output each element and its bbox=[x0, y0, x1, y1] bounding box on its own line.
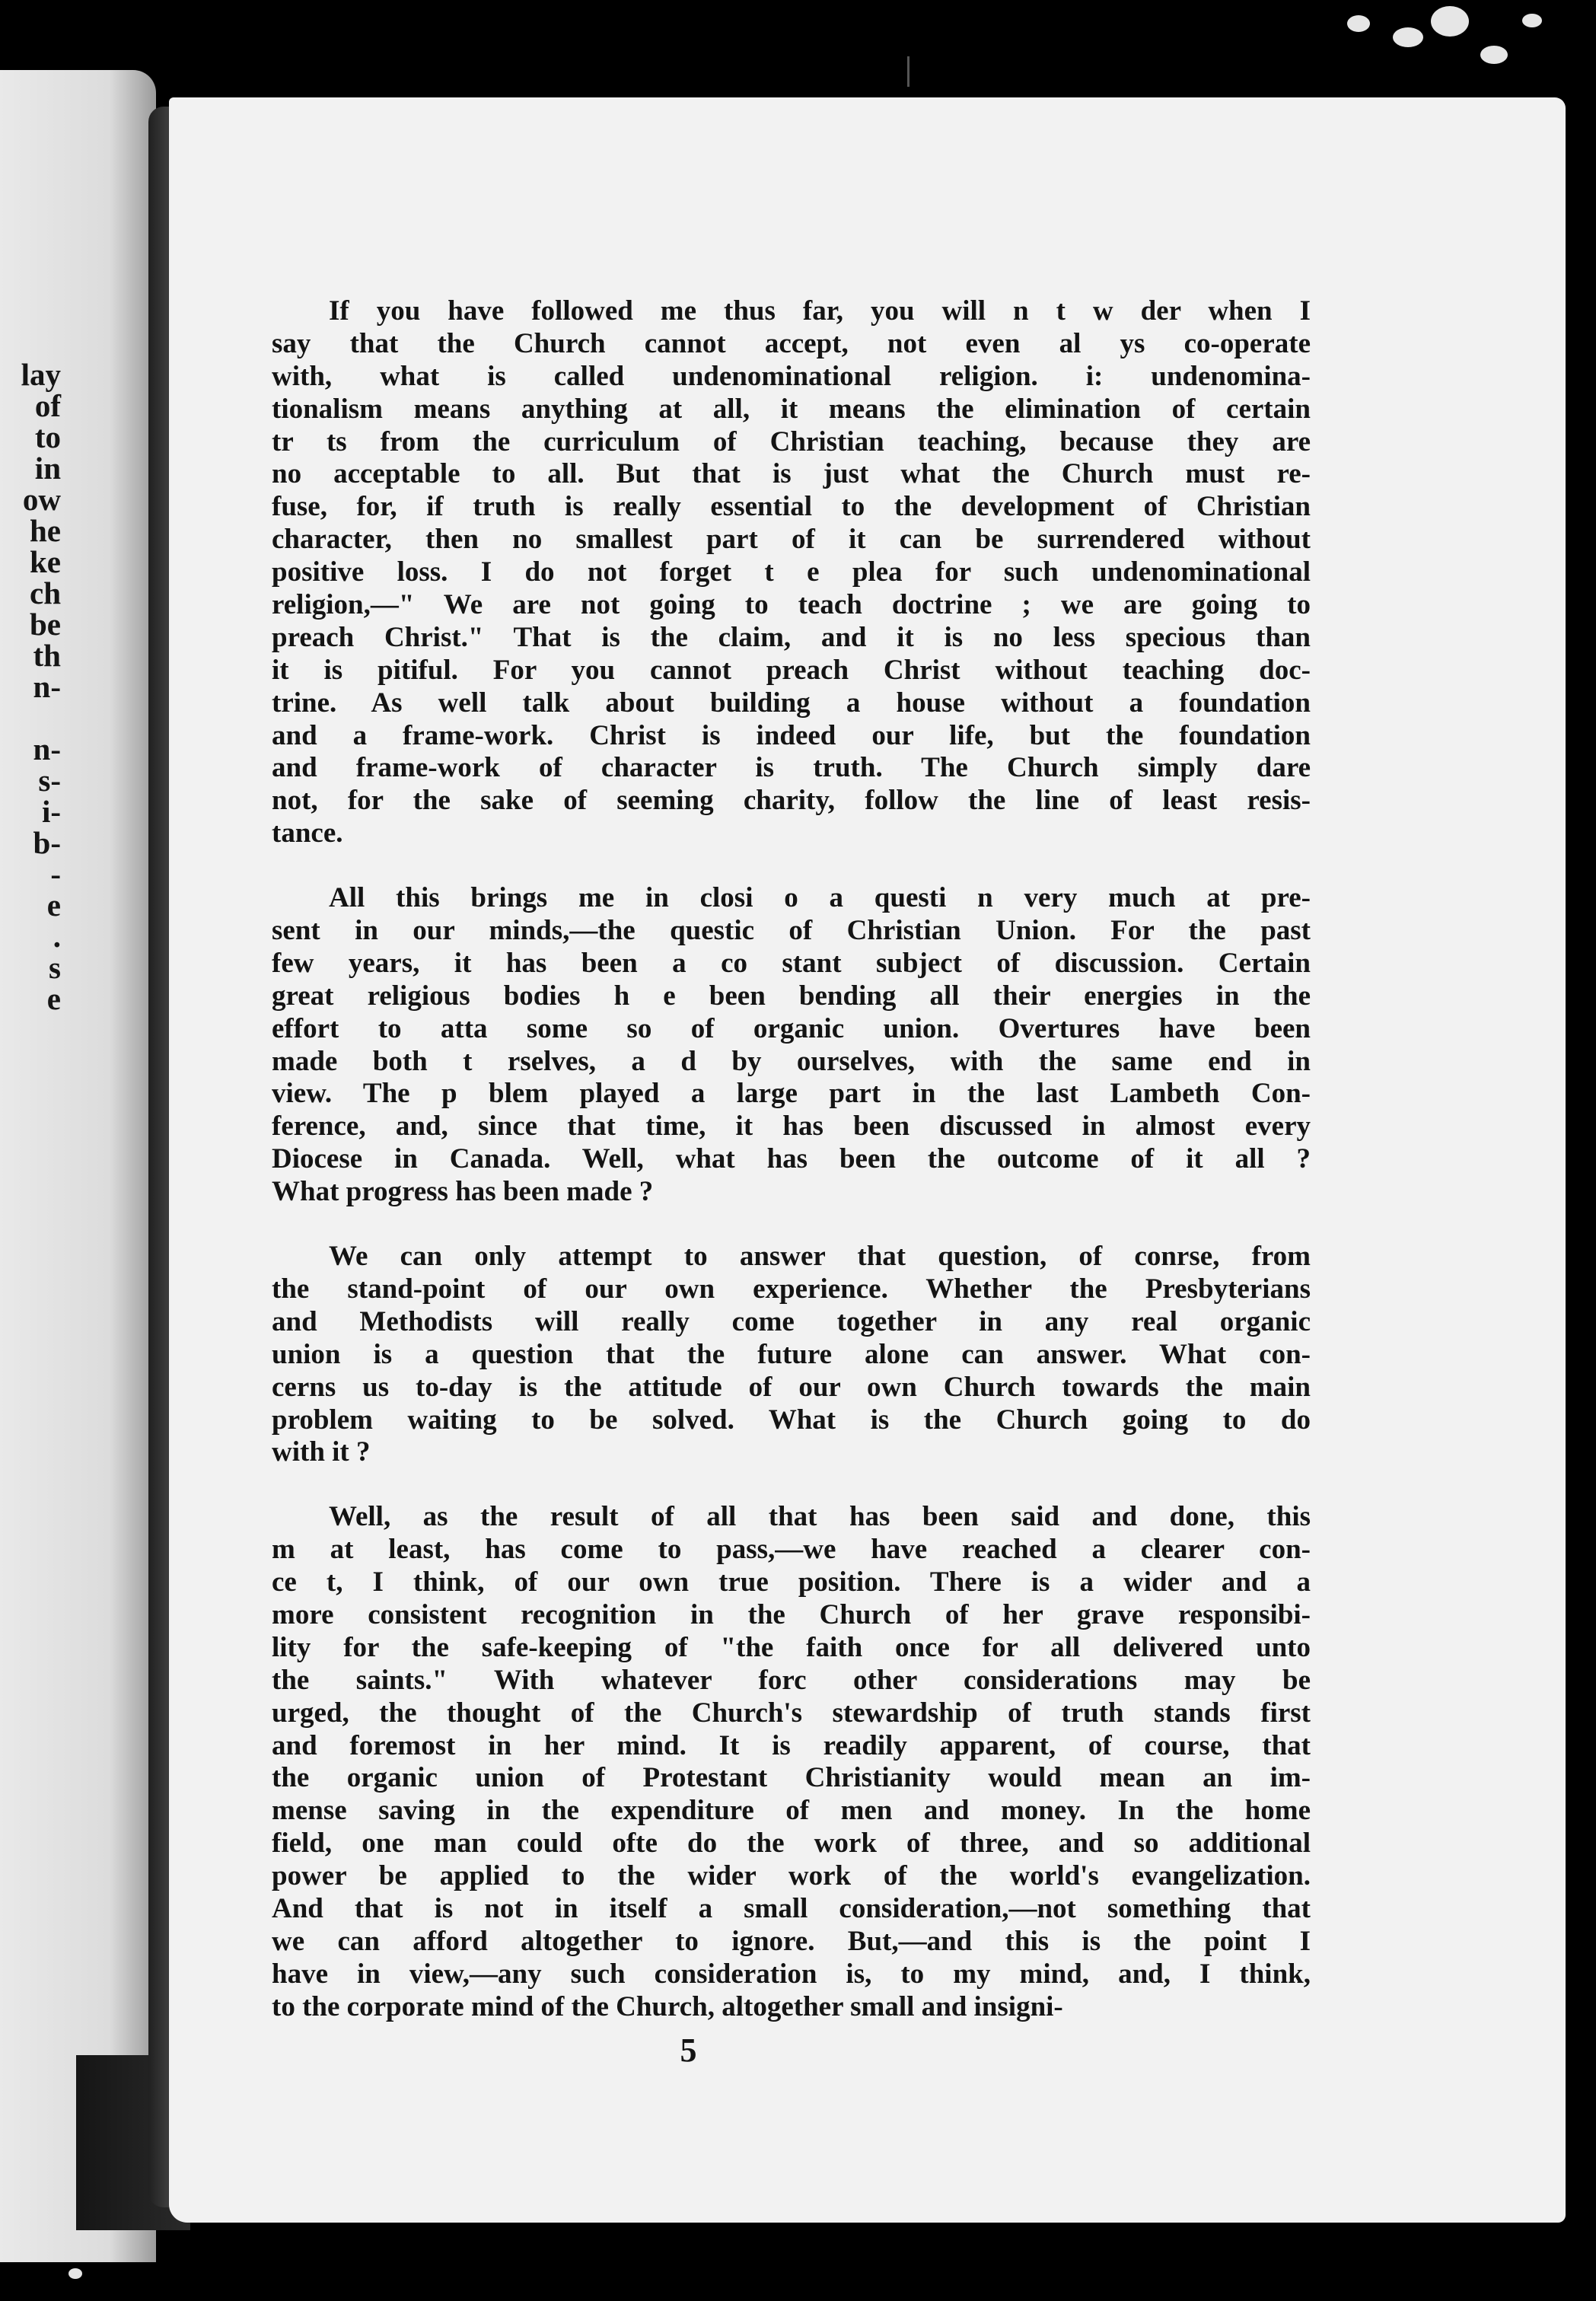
left-fragment: - bbox=[50, 856, 61, 891]
left-fragment: in bbox=[34, 451, 61, 486]
film-speck bbox=[1480, 46, 1508, 64]
text-line: with, what is called undenominational religion. i: undenomina- bbox=[272, 360, 1311, 392]
film-speck bbox=[1347, 15, 1370, 32]
page-number: 5 bbox=[680, 2032, 697, 2069]
text-line: effort to atta some so of organic union. Overtures have been bbox=[272, 1012, 1311, 1044]
text-line: cerns us to-day is the attitude of our own Church towards the main bbox=[272, 1371, 1311, 1403]
paragraph bbox=[272, 295, 1311, 850]
text-line: power be applied to the wider work of the world's evangelization. bbox=[272, 1860, 1311, 1892]
text-line: Well, as the result of all that has been said and done, this bbox=[329, 1501, 1311, 1533]
text-line: more consistent recognition in the Church of her grave responsibi- bbox=[272, 1598, 1311, 1630]
text-line: religion,—" We are not going to teach doctrine ; we are going to bbox=[272, 589, 1311, 621]
text-line: union is a question that the future alone can answer. What con- bbox=[272, 1338, 1311, 1370]
text-line: great religious bodies h e been bending all their energies in the bbox=[272, 980, 1311, 1012]
text-line: m at least, has come to pass,—we have reached a clearer con- bbox=[272, 1534, 1311, 1566]
paragraph-gap bbox=[272, 1209, 1311, 1241]
text-line: and foremost in her mind. It is readily apparent, of course, that bbox=[272, 1729, 1311, 1761]
text-line: it is pitiful. For you cannot preach Christ without teaching doc- bbox=[272, 654, 1311, 686]
text-line: have in view,—any such consideration is, to my mind, and, I think, bbox=[272, 1958, 1311, 1990]
left-fragment: lay bbox=[21, 357, 61, 392]
text-line: trine. As well talk about building a house without a foundation bbox=[272, 687, 1311, 719]
text-line: not, for the sake of seeming charity, follow the line of least resis- bbox=[272, 785, 1311, 817]
text-line: made both t rselves, a d by ourselves, with the same end in bbox=[272, 1045, 1311, 1077]
text-line: fuse, for, if truth is really essential to the development of Christian bbox=[272, 491, 1311, 523]
text-line: lity for the safe-keeping of "the faith once for all delivered unto bbox=[272, 1631, 1311, 1663]
film-speck bbox=[68, 2268, 82, 2279]
text-line: tionalism means anything at all, it means the elimination of certain bbox=[272, 393, 1311, 425]
text-line: and a frame-work. Christ is indeed our life, but the foundation bbox=[272, 719, 1311, 751]
text-line: say that the Church cannot accept, not even al ys co-operate bbox=[272, 327, 1311, 359]
left-fragment: n- bbox=[33, 669, 61, 704]
left-fragment: s bbox=[49, 950, 61, 985]
text-line: positive loss. I do not forget t e plea for such undenominational bbox=[272, 556, 1311, 588]
text-line: view. The p blem played a large part in the last Lambeth Con- bbox=[272, 1078, 1311, 1110]
text-line: no acceptable to all. But that is just what the Church must re- bbox=[272, 458, 1311, 490]
text-line: with it ? bbox=[272, 1436, 371, 1468]
text-line: problem waiting to be solved. What is the Church going to do bbox=[272, 1404, 1311, 1436]
text-line: character, then no smallest part of it can be surrendered without bbox=[272, 524, 1311, 556]
paragraph-gap bbox=[272, 850, 1311, 882]
text-line: tr ts from the curriculum of Christian teaching, because they are bbox=[272, 425, 1311, 457]
film-speck bbox=[1393, 27, 1423, 47]
text-line: field, one man could ofte do the work of three, and so additional bbox=[272, 1828, 1311, 1860]
text-line: ference, and, since that time, it has been discussed in almost every bbox=[272, 1111, 1311, 1143]
text-line: sent in our minds,—the questic of Christian Union. For the past bbox=[272, 915, 1311, 947]
body-text bbox=[272, 295, 1311, 2024]
text-line: the stand-point of our own experience. Whether the Presbyterians bbox=[272, 1273, 1311, 1305]
text-line: tance. bbox=[272, 817, 343, 849]
text-line: ce t, I think, of our own true position. There is a wider and a bbox=[272, 1566, 1311, 1598]
text-line: and Methodists will really come together in any real organic bbox=[272, 1305, 1311, 1337]
paragraph bbox=[272, 1501, 1311, 2023]
left-fragment: e bbox=[46, 888, 61, 923]
left-page-text-fragments bbox=[0, 359, 61, 1015]
text-line: And that is not in itself a small consideration,—not something that bbox=[272, 1892, 1311, 1924]
left-fragment: e bbox=[46, 981, 61, 1016]
text-line: the saints." With whatever forc other considerations may be bbox=[272, 1664, 1311, 1696]
paragraph-gap bbox=[272, 1469, 1311, 1501]
text-line: preach Christ." That is the claim, and it is no less specious than bbox=[272, 621, 1311, 653]
left-fragment: be bbox=[30, 607, 61, 642]
left-fragment: i- bbox=[41, 794, 61, 829]
text-line: we can afford altogether to ignore. But,—and this is the point I bbox=[272, 1925, 1311, 1957]
paragraph bbox=[272, 1241, 1311, 1469]
left-facing-page bbox=[0, 70, 156, 2262]
text-line: few years, it has been a co stant subject of discussion. Certain bbox=[272, 947, 1311, 979]
film-scratch bbox=[907, 56, 909, 87]
text-line: the organic union of Protestant Christianity would mean an im- bbox=[272, 1762, 1311, 1794]
text-line: and frame-work of character is truth. The Church simply dare bbox=[272, 752, 1311, 784]
left-fragment: th bbox=[33, 638, 61, 673]
text-line: mense saving in the expenditure of men and money. In the home bbox=[272, 1795, 1311, 1827]
left-fragment bbox=[0, 703, 61, 734]
text-line: All this brings me in closi o a questi n very much at pre- bbox=[329, 882, 1311, 914]
film-speck bbox=[1522, 14, 1542, 27]
text-line: We can only attempt to answer that question, of conrse, from bbox=[329, 1241, 1311, 1273]
paragraph bbox=[272, 882, 1311, 1209]
left-fragment: b- bbox=[33, 825, 61, 860]
right-page bbox=[169, 97, 1566, 2223]
text-line: urged, the thought of the Church's stewardship of truth stands first bbox=[272, 1697, 1311, 1729]
left-fragment: ch bbox=[30, 575, 61, 610]
text-line: What progress has been made ? bbox=[272, 1176, 654, 1208]
left-fragment: to bbox=[34, 419, 61, 454]
text-line: to the corporate mind of the Church, altogether small and insigni- bbox=[272, 1990, 1063, 2022]
text-line: If you have followed me thus far, you will n t w der when I bbox=[329, 295, 1311, 327]
left-fragment: n- bbox=[33, 731, 61, 766]
left-fragment: he bbox=[30, 513, 61, 548]
left-fragment: ke bbox=[30, 544, 61, 579]
left-fragment: ow bbox=[22, 482, 61, 517]
text-line: Diocese in Canada. Well, what has been the outcome of it all ? bbox=[272, 1143, 1311, 1175]
left-fragment: s- bbox=[38, 763, 61, 798]
left-fragment: . bbox=[53, 919, 61, 954]
left-fragment: of bbox=[34, 388, 61, 423]
film-speck bbox=[1431, 6, 1469, 37]
